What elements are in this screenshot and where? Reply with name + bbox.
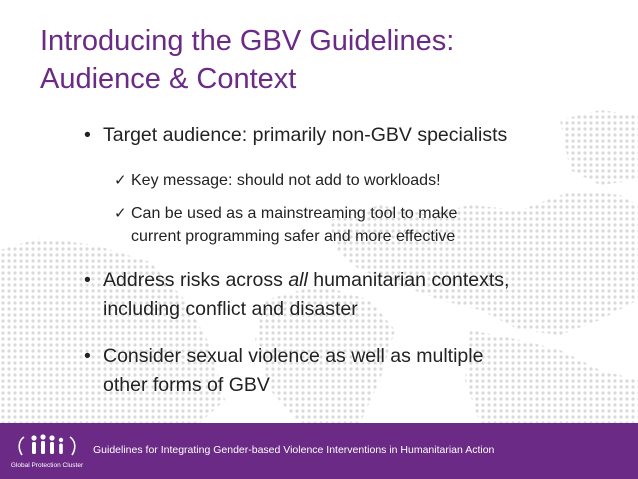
title-line-2: Audience & Context <box>40 63 297 95</box>
sub-bullet-mainstreaming <box>114 203 458 225</box>
sub-bullet-text: Key message: should not add to workloads! <box>131 172 441 189</box>
sub-bullet-text: current programming safer and more effective <box>131 228 456 245</box>
bullet-text: other forms of GBV <box>103 374 270 396</box>
footer-caption: Guidelines for Integrating Gender-based Violence Interventions in Humanitarian Action <box>93 444 495 456</box>
logo-text: Global Protection Cluster <box>10 462 84 469</box>
sub-bullet-text: Can be used as a mainstreaming tool to make <box>131 205 458 222</box>
footer-bar <box>0 423 638 479</box>
bullet-text: Target audience: primarily non-GBV specialists <box>103 124 508 146</box>
sub-bullet-mainstreaming-cont <box>131 226 455 248</box>
bullet-target-audience <box>84 122 508 148</box>
bullet-text: Consider sexual violence as well as multiple <box>103 345 484 367</box>
bullet-sexual-violence-cont <box>103 372 270 398</box>
bullet-address-risks <box>84 267 510 293</box>
sub-bullet-key-message <box>114 170 441 192</box>
bullet-text-pre: Address risks across <box>103 269 289 291</box>
bullet-address-risks-cont <box>103 296 358 322</box>
bullet-text-emphasis: all <box>288 269 308 291</box>
bullet-dot: • <box>84 124 91 146</box>
check-icon: ✓ <box>114 205 127 222</box>
global-protection-cluster-logo <box>8 429 86 475</box>
bullet-sexual-violence <box>84 343 484 369</box>
people-figures-icon <box>8 429 86 461</box>
bullet-text: including conflict and disaster <box>103 298 358 320</box>
bullet-dot: • <box>84 345 91 367</box>
title-line-1: Introducing the GBV Guidelines: <box>40 25 455 57</box>
check-icon: ✓ <box>114 172 127 189</box>
bullet-dot: • <box>84 269 91 291</box>
bullet-text-post: humanitarian contexts, <box>307 269 510 291</box>
